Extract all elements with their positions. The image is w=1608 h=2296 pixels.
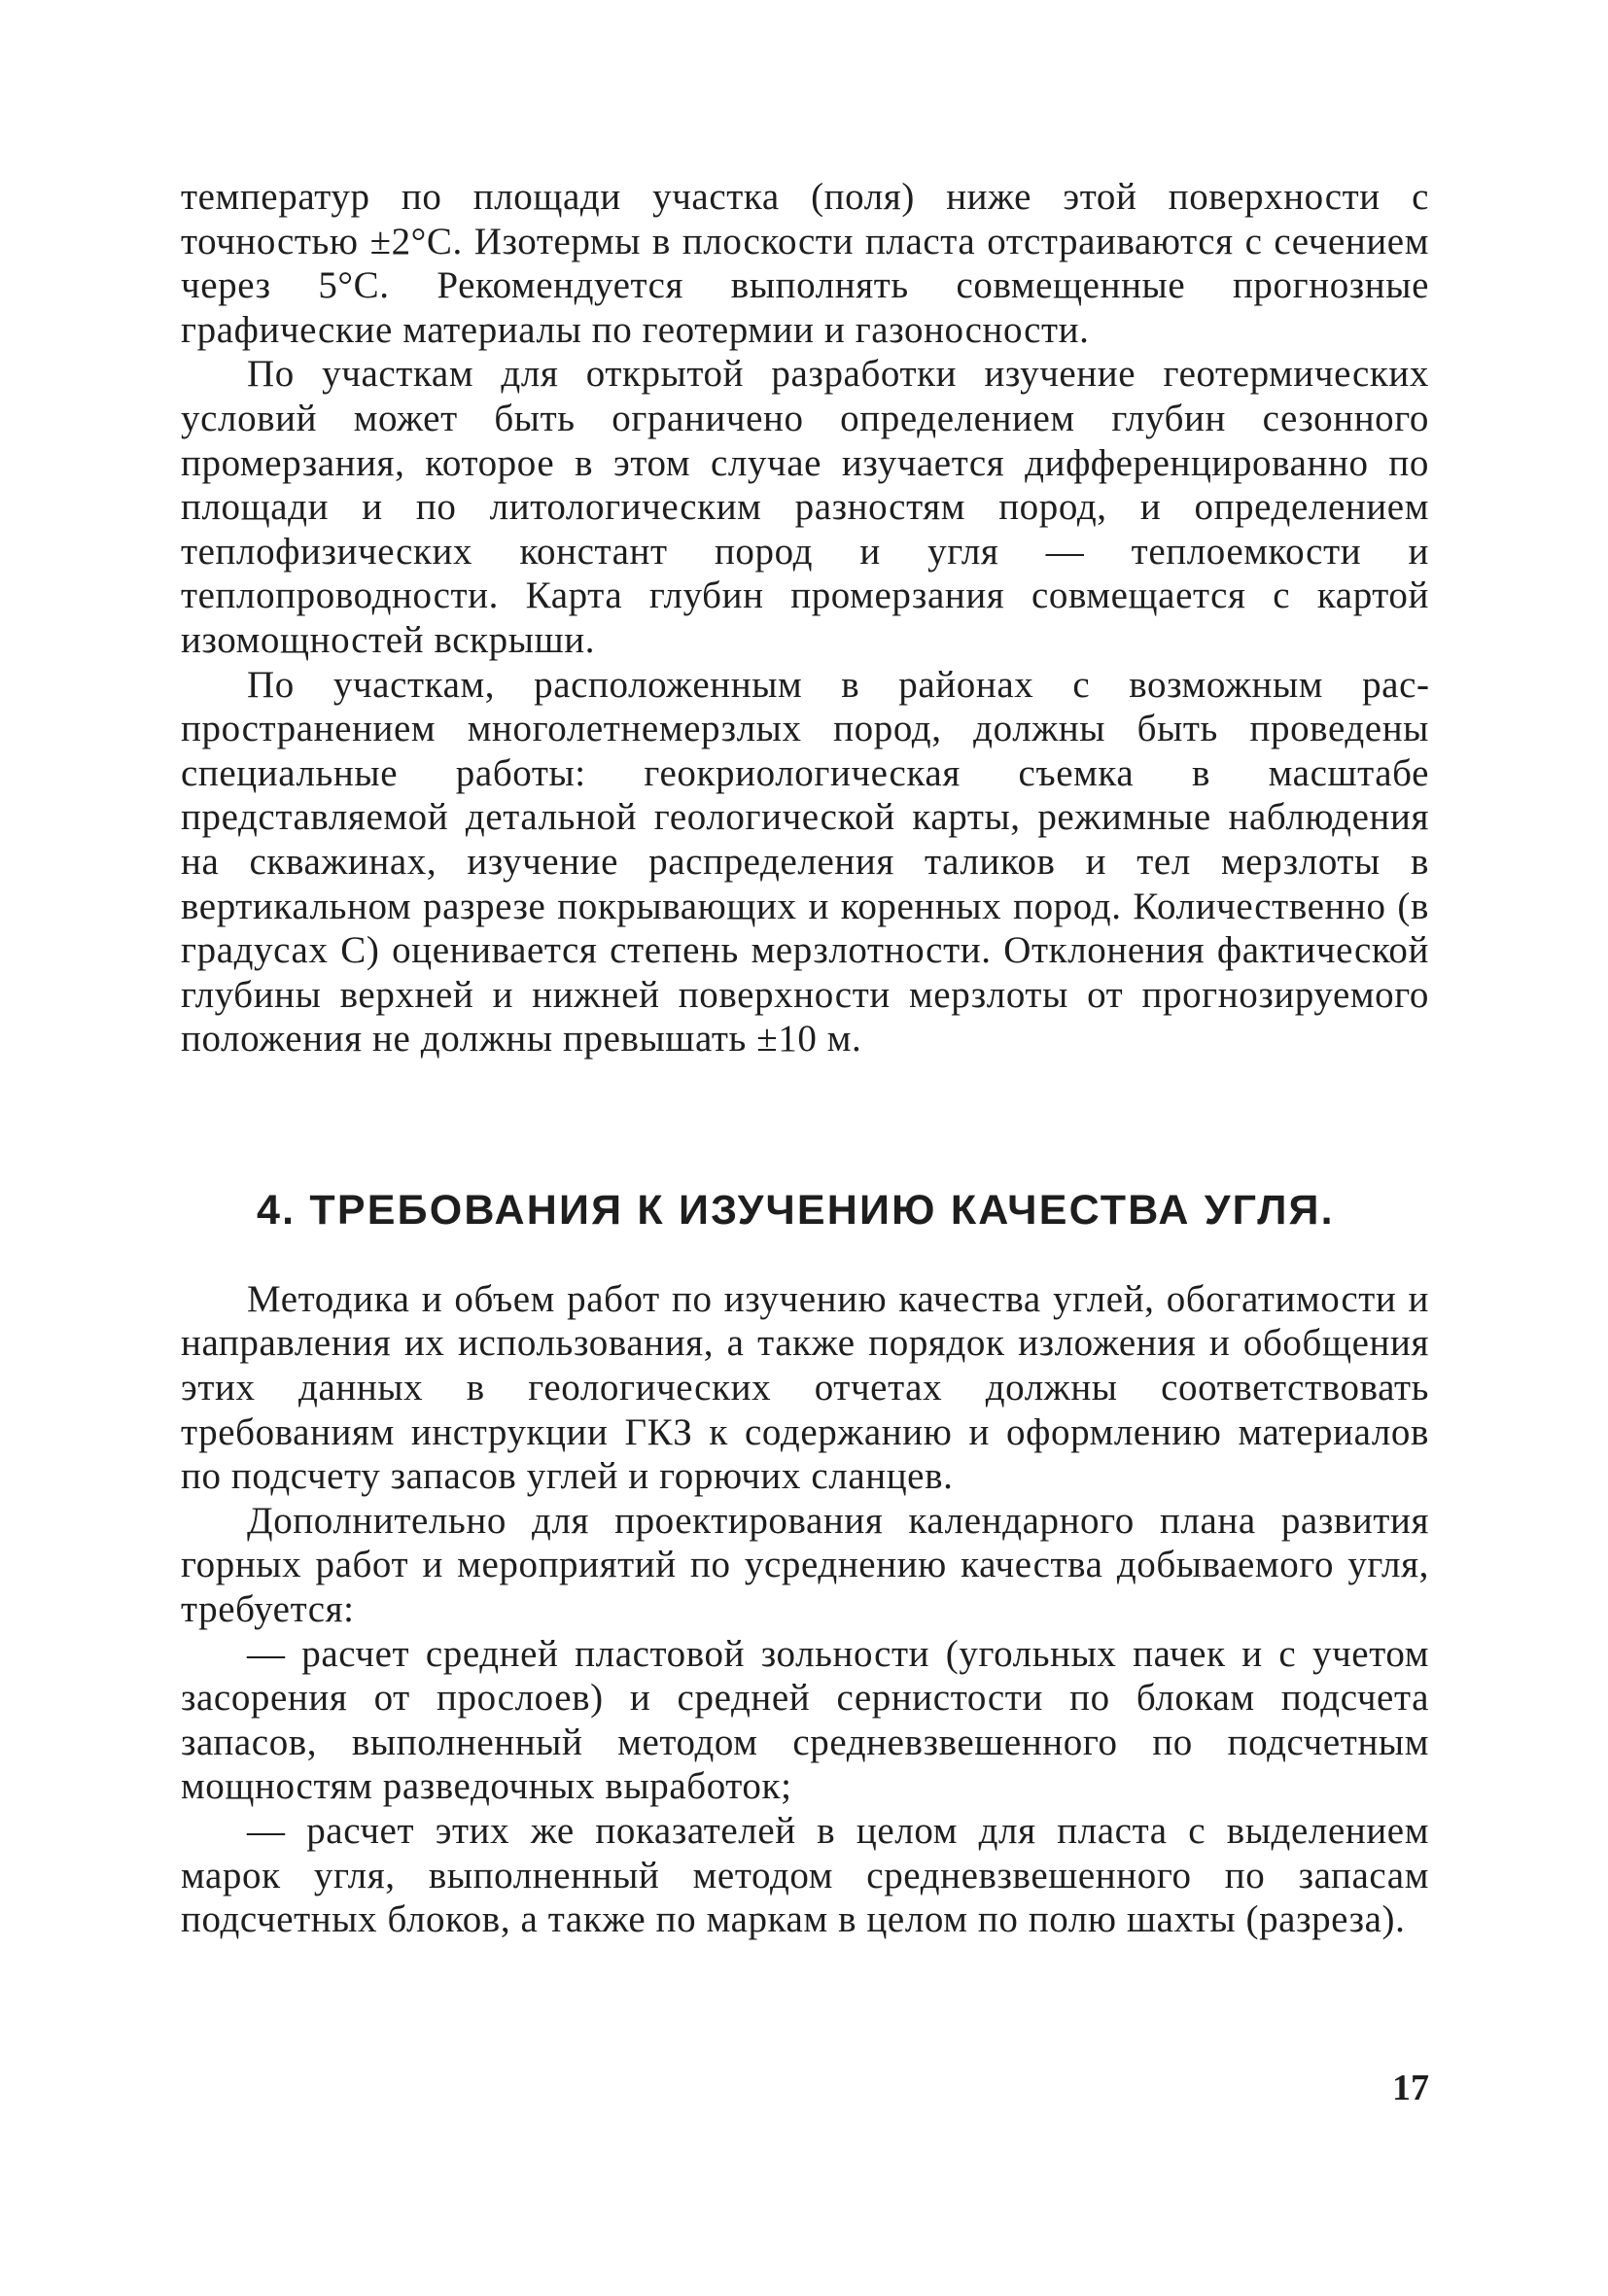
page-body	[181, 175, 1429, 1942]
paragraph-open-pit-geothermal: По участкам для открытой разработки изучение геотермических условий может быть ограничено определением глубин сезонного промерзания, которое в этом случае изучается дифференцированно по площади и по литологическим разностям пород, и определением теплофизических констант пород и угля — теплоемкости и теплопроводности. Карта глубин промерзания совмещается с картой изомощностей вскрыши.	[181, 353, 1429, 661]
paragraph-geothermal-continuation: температур по площади участка (поля) ниже этой поверхности с точностью ±2°С. Изотермы в плоскости пласта отстраиваются с сечением через 5°С. Рекомендуется выполнять совмещенные прогнозные графические материалы по геотермии и газоносности.	[181, 176, 1429, 351]
list-item-seam-indicators: — расчет этих же показателей в целом для пласта с выделением марок угля, выполненный методом средневзвешенного по запасам подсчетных блоков, а также по маркам в целом по полю шахты (разреза).	[181, 1810, 1429, 1941]
list-item-ash-sulfur-calculation: — расчет средней пластовой зольности (угольных пачек и с учетом засорения от прослоев) и средней сернистости по блокам подсчета запасов, выполненный методом средневзвешенного по подсчетным мощностям разведочных выработок;	[181, 1632, 1429, 1808]
paragraph-additional-requirements: Дополнительно для проектирования календарного плана развития горных работ и мероприятий по усреднению качества добываемого угля, требуется:	[181, 1499, 1429, 1631]
paragraph-methodology: Методика и объем работ по изучению качества углей, обогатимости и направления их использования, а также порядок изложения и обобщения этих данных в геологических отчетах должны соответствовать требованиям инструкции ГКЗ к содержанию и оформлению материалов по подсчету запасов углей и горючих сланцев.	[181, 1277, 1429, 1498]
page-number: 17	[1392, 2068, 1429, 2108]
paragraph-permafrost: По участкам, расположенным в районах с возможным распространением многолетнемерзлых пород, должны быть проведены специальные работы: геокриологическая съемка в масштабе представляемой детальной геологической карты, режимные наблюдения на скважинах, изучение распределения таликов и тел мерзлоты в вертикальном разрезе покрывающих и коренных пород. Количественно (в градусах С) оценивается степень мерзлотности. Отклонения фактической глубины верхней и нижней поверхности мерзлоты от прогнозируемого положения не должны превышать ±10 м.	[181, 663, 1429, 1061]
section-heading: 4. ТРЕБОВАНИЯ К ИЗУЧЕНИЮ КАЧЕСТВА УГЛЯ.	[257, 1186, 1335, 1234]
